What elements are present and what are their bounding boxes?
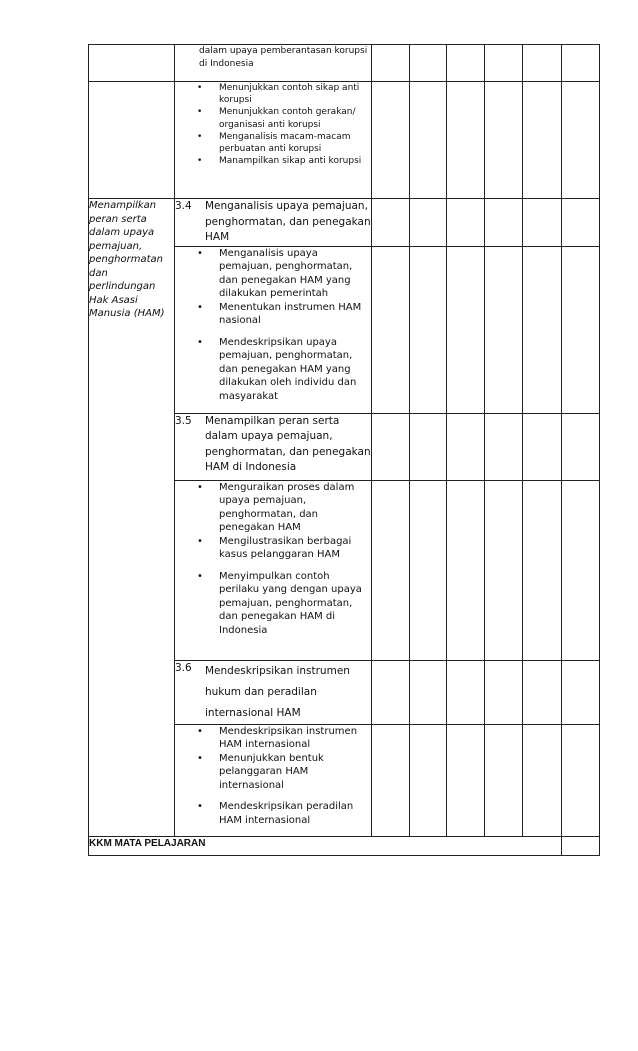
kd-number: 3.5: [175, 414, 192, 427]
competency-standard: Menampilkan peran serta dalam upaya pemajuan, penghormatan dan perlindungan Hak Asasi Manusia (HAM): [89, 199, 175, 837]
indicator-cell: [175, 246, 372, 413]
indicator-list: [175, 247, 371, 404]
kkm-table: [88, 44, 600, 856]
kd-number: 3.4: [175, 200, 192, 212]
indicator-cell: [175, 480, 372, 660]
list-item: • Manampilkan sikap anti korupsi: [197, 155, 371, 167]
list-item: • Menunjukkan contoh sikap anti korupsi: [197, 82, 371, 106]
list-item: • Menentukan instrumen HAM nasional: [197, 301, 371, 328]
table-row: [89, 82, 600, 199]
list-item: • Menguraikan proses dalam upaya pemajuan, penghormatan, dan penegakan HAM: [197, 481, 371, 535]
kd-continuation-text: dalam upaya pemberantasan korupsi di Indonesia: [199, 46, 368, 69]
list-item: • Mendeskripsikan peradilan HAM internasional: [197, 800, 371, 827]
list-item: • Menganalisis macam-macam perbuatan anti korupsi: [197, 131, 371, 155]
kkm-footer-label: KKM MATA PELAJARAN: [89, 836, 562, 855]
kd-number: 3.6: [175, 661, 192, 674]
indicator-cell: [175, 724, 372, 836]
list-item: • Mendeskripsikan upaya pemajuan, penghormatan, dan penegakan HAM yang dilakukan oleh individu dan masyarakat: [197, 336, 371, 404]
indicator-list: [175, 82, 371, 167]
standard-cell-empty: [89, 45, 175, 82]
list-item: • Mendeskripsikan instrumen HAM internasional: [197, 725, 371, 752]
list-item: • Menganalisis upaya pemajuan, penghormatan, dan penegakan HAM yang dilakukan pemerintah: [197, 247, 371, 301]
kd-text: Menampilkan peran serta dalam upaya pemajuan, penghormatan, dan penegakan HAM di Indonesia: [205, 414, 371, 473]
table-row: [89, 199, 600, 247]
table-row: [89, 45, 600, 82]
standard-cell-empty: [89, 82, 175, 199]
table-row: [89, 836, 600, 855]
kd-cell: [175, 660, 372, 724]
kkm-value-cell: [562, 836, 600, 855]
kd-cell: [175, 413, 372, 480]
indicator-list: [175, 725, 371, 828]
list-item: • Menunjukkan contoh gerakan/ organisasi anti korupsi: [197, 106, 371, 130]
list-item: • Mengilustrasikan berbagai kasus pelanggaran HAM: [197, 535, 371, 562]
kd-cell: [175, 199, 372, 247]
indicator-cell: [175, 82, 372, 199]
kd-text: Menganalisis upaya pemajuan, penghormatan, dan penegakan HAM: [205, 200, 371, 243]
kd-text: Mendeskripsikan instrumen hukum dan peradilan internasional HAM: [205, 664, 350, 719]
list-item: • Menunjukkan bentuk pelanggaran HAM internasional: [197, 752, 371, 793]
list-item: • Menyimpulkan contoh perilaku yang dengan upaya pemajuan, penghormatan, dan penegakan HAM di Indonesia: [197, 570, 371, 638]
indicator-list: [175, 481, 371, 638]
kd-cell: [175, 45, 372, 82]
